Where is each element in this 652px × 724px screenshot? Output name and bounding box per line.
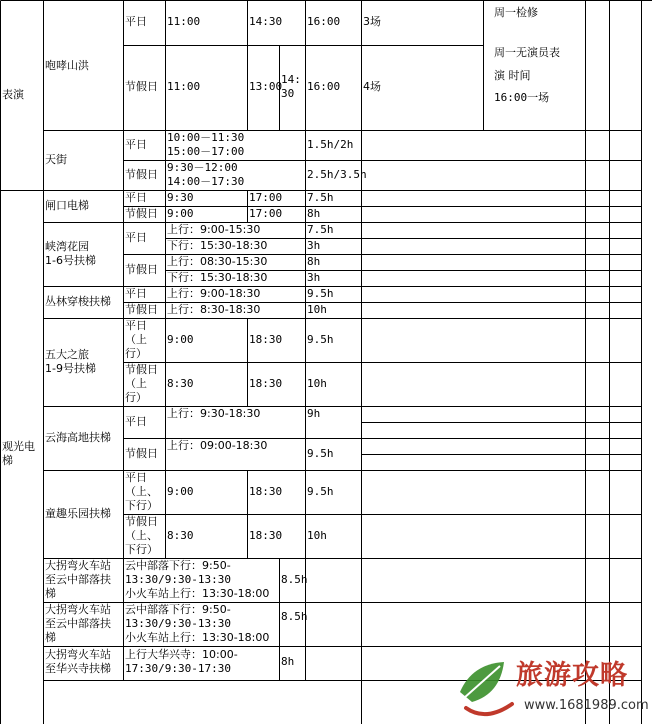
e1-hd-start: 9:00 — [167, 207, 194, 220]
e6-wd-duration: 9.5h — [307, 485, 334, 498]
show2-wd-time1: 10:00－11:30 — [167, 131, 245, 144]
show2-hd-time2: 14:00－17:30 — [167, 175, 245, 188]
e3-weekday-label: 平日 — [125, 287, 147, 300]
e1-wd-duration: 7.5h — [307, 191, 334, 204]
e2-holiday-label: 节假日 — [125, 263, 158, 276]
e1-hd-duration: 8h — [307, 207, 321, 220]
e6-holiday-label-2: （上、 — [125, 529, 158, 542]
category-show: 表演 — [2, 88, 24, 101]
e3-hd-duration: 10h — [307, 303, 327, 316]
show1-note4: 16:00一场 — [494, 91, 550, 104]
e9-time-line2: 17:30/9:30-17:30 — [125, 662, 231, 675]
e5-holiday-label: 节假日 — [125, 447, 158, 460]
show1-wd-time2: 14:30 — [249, 15, 283, 28]
watermark-url: www.1681989.com — [524, 698, 649, 713]
e3-holiday-label: 节假日 — [125, 303, 158, 316]
e4-name-line1: 五大之旅 — [45, 348, 89, 361]
e6-weekday-label-3: 下行） — [125, 499, 158, 512]
e9-name-line2: 至华兴寺扶梯 — [45, 662, 111, 675]
e4-hd-duration: 10h — [307, 377, 327, 390]
e3-hd-time: 上行：8:30-18:30 — [167, 303, 261, 316]
e4-weekday-label-2: （上 — [125, 333, 147, 346]
e1-wd-start: 9:30 — [167, 191, 194, 204]
e1-holiday-label: 节假日 — [125, 207, 158, 220]
show1-hd-time3b: 30 — [281, 87, 295, 100]
e4-holiday-label-3: 行） — [125, 391, 147, 404]
e2-hd-up-duration: 8h — [307, 255, 321, 268]
e6-hd-start: 8:30 — [167, 529, 194, 542]
show2-hd-time1: 9:30－12:00 — [167, 161, 238, 174]
show1-hd-time3a: 14: — [281, 73, 301, 86]
e8-time-line3: 小火车站上行：13:30-18:00 — [125, 631, 270, 644]
e7-name-line2: 至云中部落扶 — [45, 573, 111, 586]
e8-time-line2: 13:30/9:30-13:30 — [125, 617, 231, 630]
show1-name: 咆哮山洪 — [45, 59, 89, 72]
show1-wd-time3: 16:00 — [307, 15, 341, 28]
e8-time-line1: 云中部落下行：9:50- — [125, 603, 231, 616]
e9-duration: 8h — [281, 655, 295, 668]
e2-wd-up-duration: 7.5h — [307, 223, 334, 236]
e2-name-line2: 1-6号扶梯 — [45, 254, 96, 267]
e4-hd-start: 8:30 — [167, 377, 194, 390]
e6-wd-end: 18:30 — [249, 485, 283, 498]
e3-name: 丛林穿梭扶梯 — [45, 295, 111, 308]
e2-weekday-label: 平日 — [125, 231, 147, 244]
e4-holiday-label-2: （上 — [125, 377, 147, 390]
show2-wd-duration: 1.5h/2h — [307, 138, 354, 151]
e8-name-line3: 梯 — [45, 631, 56, 644]
e8-duration: 8.5h — [281, 610, 308, 623]
e6-weekday-label-1: 平日 — [125, 471, 147, 484]
e5-wd-time: 上行：9:30-18:30 — [167, 407, 261, 420]
show2-name: 天街 — [45, 153, 67, 166]
show1-note3: 演 时间 — [494, 69, 531, 82]
e6-name: 童趣乐园扶梯 — [45, 507, 111, 520]
e4-wd-start: 9:00 — [167, 333, 194, 346]
watermark-brand: 旅游攻略 — [516, 660, 628, 691]
e6-hd-end: 18:30 — [249, 529, 283, 542]
e2-name-line1: 峡湾花园 — [45, 240, 89, 253]
e5-name: 云海高地扶梯 — [45, 431, 111, 444]
e4-wd-end: 18:30 — [249, 333, 283, 346]
e1-name: 闸口电梯 — [45, 199, 89, 212]
category-sightseeing: 观光电梯 — [2, 440, 35, 467]
e7-time-line3: 小火车站上行：13:30-18:00 — [125, 587, 270, 600]
show2-wd-time2: 15:00－17:00 — [167, 145, 245, 158]
e2-wd-down-duration: 3h — [307, 239, 321, 252]
show2-holiday-label: 节假日 — [125, 168, 158, 181]
e1-hd-end: 17:00 — [249, 207, 283, 220]
show1-hd-time4: 16:00 — [307, 80, 341, 93]
show1-holiday-label: 节假日 — [125, 80, 158, 93]
e5-weekday-label: 平日 — [125, 415, 147, 428]
e4-hd-end: 18:30 — [249, 377, 283, 390]
watermark — [452, 652, 652, 724]
e9-name-line1: 大拐弯火车站 — [45, 648, 111, 661]
show1-weekday-label: 平日 — [125, 15, 147, 28]
show1-note1: 周一检修 — [494, 6, 538, 19]
e5-hd-duration: 9.5h — [307, 447, 334, 460]
e6-wd-start: 9:00 — [167, 485, 194, 498]
e4-wd-duration: 9.5h — [307, 333, 334, 346]
show1-wd-count: 3场 — [363, 15, 381, 28]
e7-name-line3: 梯 — [45, 587, 56, 600]
e7-name-line1: 大拐弯火车站 — [45, 559, 111, 572]
show1-hd-time2: 13:00 — [249, 80, 283, 93]
e6-weekday-label-2: （上、 — [125, 485, 158, 498]
show2-hd-duration: 2.5h/3.5h — [307, 168, 367, 181]
show1-hd-time1: 11:00 — [167, 80, 201, 93]
leaf-logo-icon — [452, 652, 522, 724]
e4-weekday-label-1: 平日 — [125, 319, 147, 332]
e1-wd-end: 17:00 — [249, 191, 283, 204]
e4-weekday-label-3: 行） — [125, 347, 147, 360]
e6-holiday-label-3: 下行） — [125, 543, 158, 556]
e4-holiday-label-1: 节假日 — [125, 363, 158, 376]
e2-hd-down-duration: 3h — [307, 271, 321, 284]
e5-wd-duration: 9h — [307, 407, 321, 420]
e6-holiday-label-1: 节假日 — [125, 515, 158, 528]
e3-wd-time: 上行：9:00-18:30 — [167, 287, 261, 300]
show1-wd-time1: 11:00 — [167, 15, 201, 28]
e7-time-line1: 云中部落下行：9:50- — [125, 559, 231, 572]
e5-hd-time: 上行：09:00-18:30 — [167, 439, 268, 452]
e2-hd-down: 下行：15:30-18:30 — [167, 271, 268, 284]
e2-wd-up: 上行：9:00-15:30 — [167, 223, 261, 236]
e7-duration: 8.5h — [281, 573, 308, 586]
e2-wd-down: 下行：15:30-18:30 — [167, 239, 268, 252]
e6-hd-duration: 10h — [307, 529, 327, 542]
e3-wd-duration: 9.5h — [307, 287, 334, 300]
show1-note2: 周一无演员表 — [494, 46, 560, 59]
e7-time-line2: 13:30/9:30-13:30 — [125, 573, 231, 586]
e9-time-line1: 上行大华兴寺：10:00- — [125, 648, 238, 661]
e1-weekday-label: 平日 — [125, 191, 147, 204]
e4-name-line2: 1-9号扶梯 — [45, 362, 96, 375]
e2-hd-up: 上行：08:30-15:30 — [167, 255, 268, 268]
e8-name-line1: 大拐弯火车站 — [45, 603, 111, 616]
show1-hd-count: 4场 — [363, 80, 381, 93]
e8-name-line2: 至云中部落扶 — [45, 617, 111, 630]
show2-weekday-label: 平日 — [125, 138, 147, 151]
